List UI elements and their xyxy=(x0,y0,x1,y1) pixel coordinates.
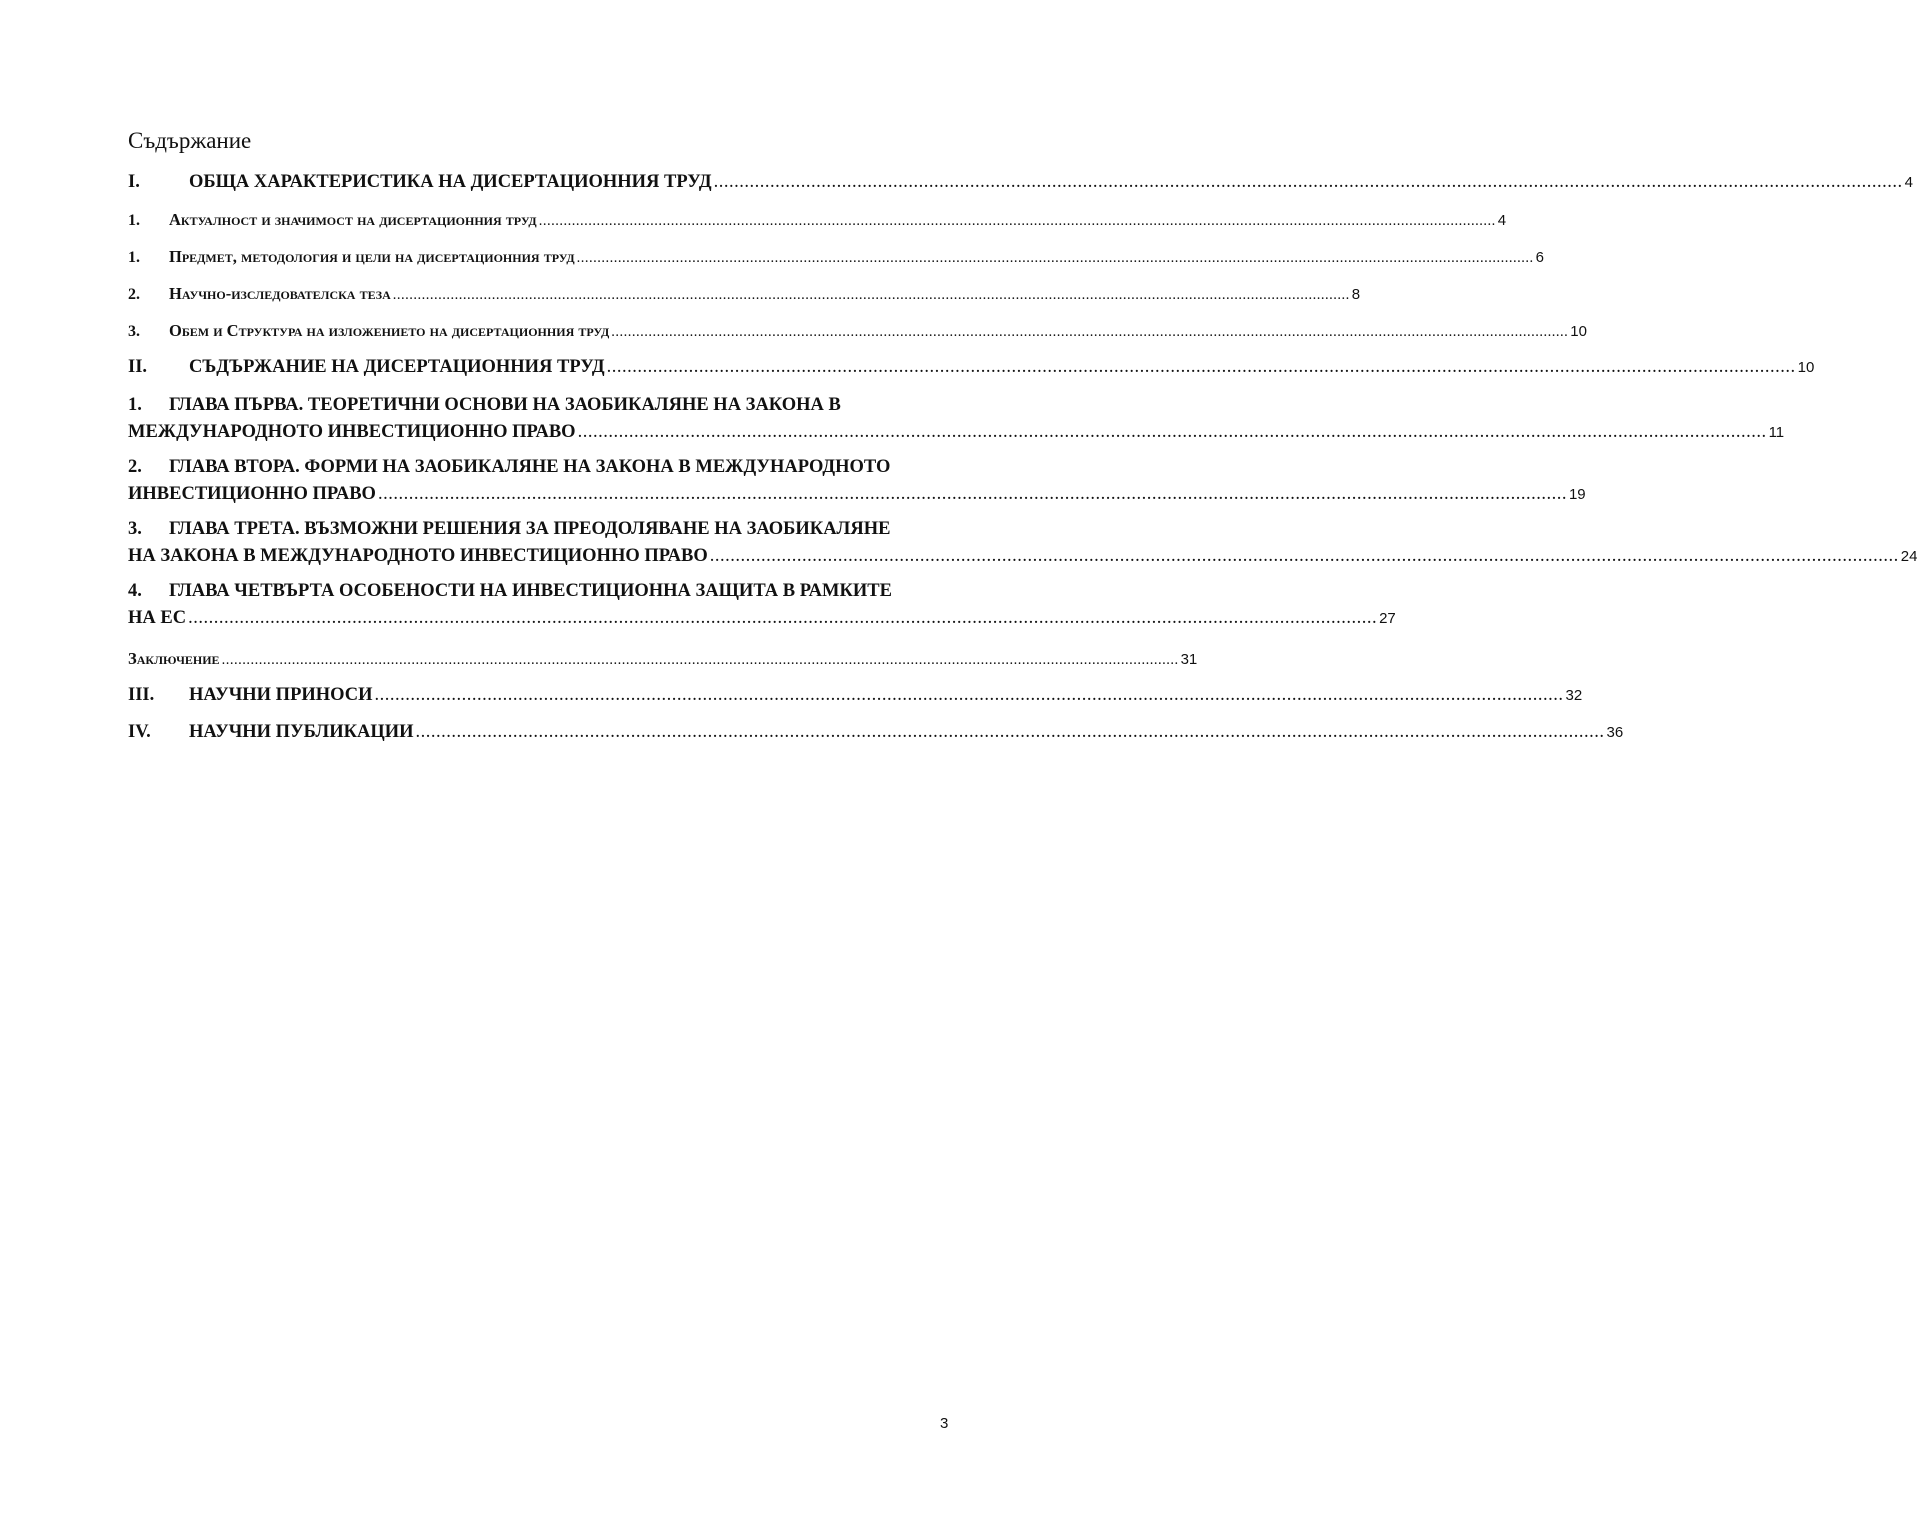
toc-entry-number: I. xyxy=(128,172,140,192)
toc-entry-text: НАУЧНИ ПРИНОСИ xyxy=(189,685,373,705)
dot-leader xyxy=(607,349,1796,386)
dot-leader xyxy=(378,481,1567,508)
toc-entry-page: 6 xyxy=(1535,249,1544,266)
toc-entry-number: 2. xyxy=(128,286,140,303)
toc-entry-text: Актуалност и значимост на дисертационния труд xyxy=(169,210,537,229)
toc-entry-volume-structure[interactable] xyxy=(128,312,1587,349)
toc-entry-chapter-four[interactable] xyxy=(128,578,1396,632)
toc-entry-page: 4 xyxy=(1497,212,1507,229)
dot-leader xyxy=(222,642,1179,679)
toc-entry-second-line xyxy=(128,605,1396,632)
toc-entry-number: 4. xyxy=(128,581,142,601)
toc-entry-second-line xyxy=(128,419,1785,446)
toc-entry-text: СЪДЪРЖАНИЕ НА ДИСЕРТАЦИОННИЯ ТРУД xyxy=(189,357,605,377)
toc-entry-scientific-contributions[interactable] xyxy=(128,677,1583,714)
toc-entry-page: 10 xyxy=(1797,359,1815,376)
toc-entry-first-line xyxy=(128,392,950,419)
toc-entry-page: 32 xyxy=(1565,687,1583,704)
dot-leader xyxy=(611,314,1568,351)
toc-entry-text: ГЛАВА ТРЕТА. ВЪЗМОЖНИ РЕШЕНИЯ ЗА ПРЕОДОЛЯВАНЕ НА ЗАОБИКАЛЯНЕ xyxy=(169,519,891,539)
dot-leader xyxy=(375,677,1564,714)
toc-entry-first-line xyxy=(128,578,950,605)
toc-entry-page: 11 xyxy=(1768,424,1785,441)
toc-entry-text-continued: МЕЖДУНАРОДНОТО ИНВЕСТИЦИОННО ПРАВО xyxy=(128,422,576,442)
toc-entry-page: 31 xyxy=(1180,651,1198,668)
toc-entry-page: 4 xyxy=(1904,174,1913,191)
toc-entry-number: 3. xyxy=(128,323,140,340)
toc-entry-conclusion[interactable] xyxy=(128,640,1198,677)
toc-title: Съдържание xyxy=(128,128,252,153)
toc-entry-page: 36 xyxy=(1606,724,1624,741)
toc-entry-scientific-publications[interactable] xyxy=(128,714,1624,751)
toc-entry-text: НАУЧНИ ПУБЛИКАЦИИ xyxy=(189,722,414,742)
toc-entry-text: Научно-изследователска теза xyxy=(169,284,391,303)
page-number: 3 xyxy=(940,1415,949,1432)
toc-entry-number: 1. xyxy=(128,212,140,229)
toc-entry-subject-methodology[interactable] xyxy=(128,238,1544,275)
dot-leader xyxy=(710,543,1899,570)
toc-entry-text: Заключение xyxy=(128,649,220,668)
toc-entry-first-line xyxy=(128,516,950,543)
toc-entry-number: 2. xyxy=(128,457,142,477)
table-of-contents xyxy=(128,126,1917,751)
dot-leader xyxy=(714,164,1903,201)
toc-entry-page: 27 xyxy=(1379,610,1396,627)
toc-entry-chapter-one[interactable] xyxy=(128,392,1785,446)
toc-entry-text: ГЛАВА ПЪРВА. ТЕОРЕТИЧНИ ОСНОВИ НА ЗАОБИКАЛЯНЕ НА ЗАКОНА В xyxy=(169,395,841,415)
dot-leader xyxy=(188,605,1377,632)
toc-entry-text: Предмет, методология и цели на дисертационния труд xyxy=(169,247,575,266)
toc-entry-page: 24 xyxy=(1900,548,1917,565)
dot-leader xyxy=(416,714,1605,751)
toc-entry-number: IV. xyxy=(128,722,151,742)
toc-entry-number: III. xyxy=(128,685,155,705)
toc-entry-second-line xyxy=(128,543,1917,570)
toc-entry-text-continued: НА ЕС xyxy=(128,608,187,628)
toc-entry-text-continued: ИНВЕСТИЦИОННО ПРАВО xyxy=(128,484,376,504)
toc-entry-text: ГЛАВА ВТОРА. ФОРМИ НА ЗАОБИКАЛЯНЕ НА ЗАКОНА В МЕЖДУНАРОДНОТО xyxy=(169,457,891,477)
toc-entry-number: 3. xyxy=(128,519,142,539)
toc-entry-page: 10 xyxy=(1570,323,1587,340)
toc-entry-first-line xyxy=(128,454,950,481)
dot-leader xyxy=(578,419,1767,446)
toc-entry-general-characteristics[interactable] xyxy=(128,164,1913,201)
dot-leader xyxy=(393,277,1350,314)
toc-entry-second-line xyxy=(128,481,1586,508)
toc-entry-page: 8 xyxy=(1351,286,1361,303)
toc-entry-page: 19 xyxy=(1568,486,1586,503)
dot-leader xyxy=(539,203,1496,240)
toc-entry-number: 1. xyxy=(128,395,142,415)
toc-entry-text: ОБЩА ХАРАКТЕРИСТИКА НА ДИСЕРТАЦИОННИЯ ТРУД xyxy=(189,172,712,192)
toc-entry-number: 1. xyxy=(128,249,140,266)
toc-entry-research-thesis[interactable] xyxy=(128,275,1361,312)
toc-entry-dissertation-content[interactable] xyxy=(128,349,1815,386)
toc-entry-text: ГЛАВА ЧЕТВЪРТА ОСОБЕНОСТИ НА ИНВЕСТИЦИОННА ЗАЩИТА В РАМКИТЕ xyxy=(169,581,892,601)
toc-entry-chapter-two[interactable] xyxy=(128,454,1586,508)
toc-entry-text-continued: НА ЗАКОНА В МЕЖДУНАРОДНОТО ИНВЕСТИЦИОННО ПРАВО xyxy=(128,546,708,566)
dot-leader xyxy=(577,240,1534,277)
toc-entry-chapter-three[interactable] xyxy=(128,516,1917,570)
toc-entry-number: II. xyxy=(128,357,148,377)
toc-entry-text: Обем и Структура на изложението на дисертационния труд xyxy=(169,321,610,340)
toc-entry-relevance[interactable] xyxy=(128,201,1507,238)
